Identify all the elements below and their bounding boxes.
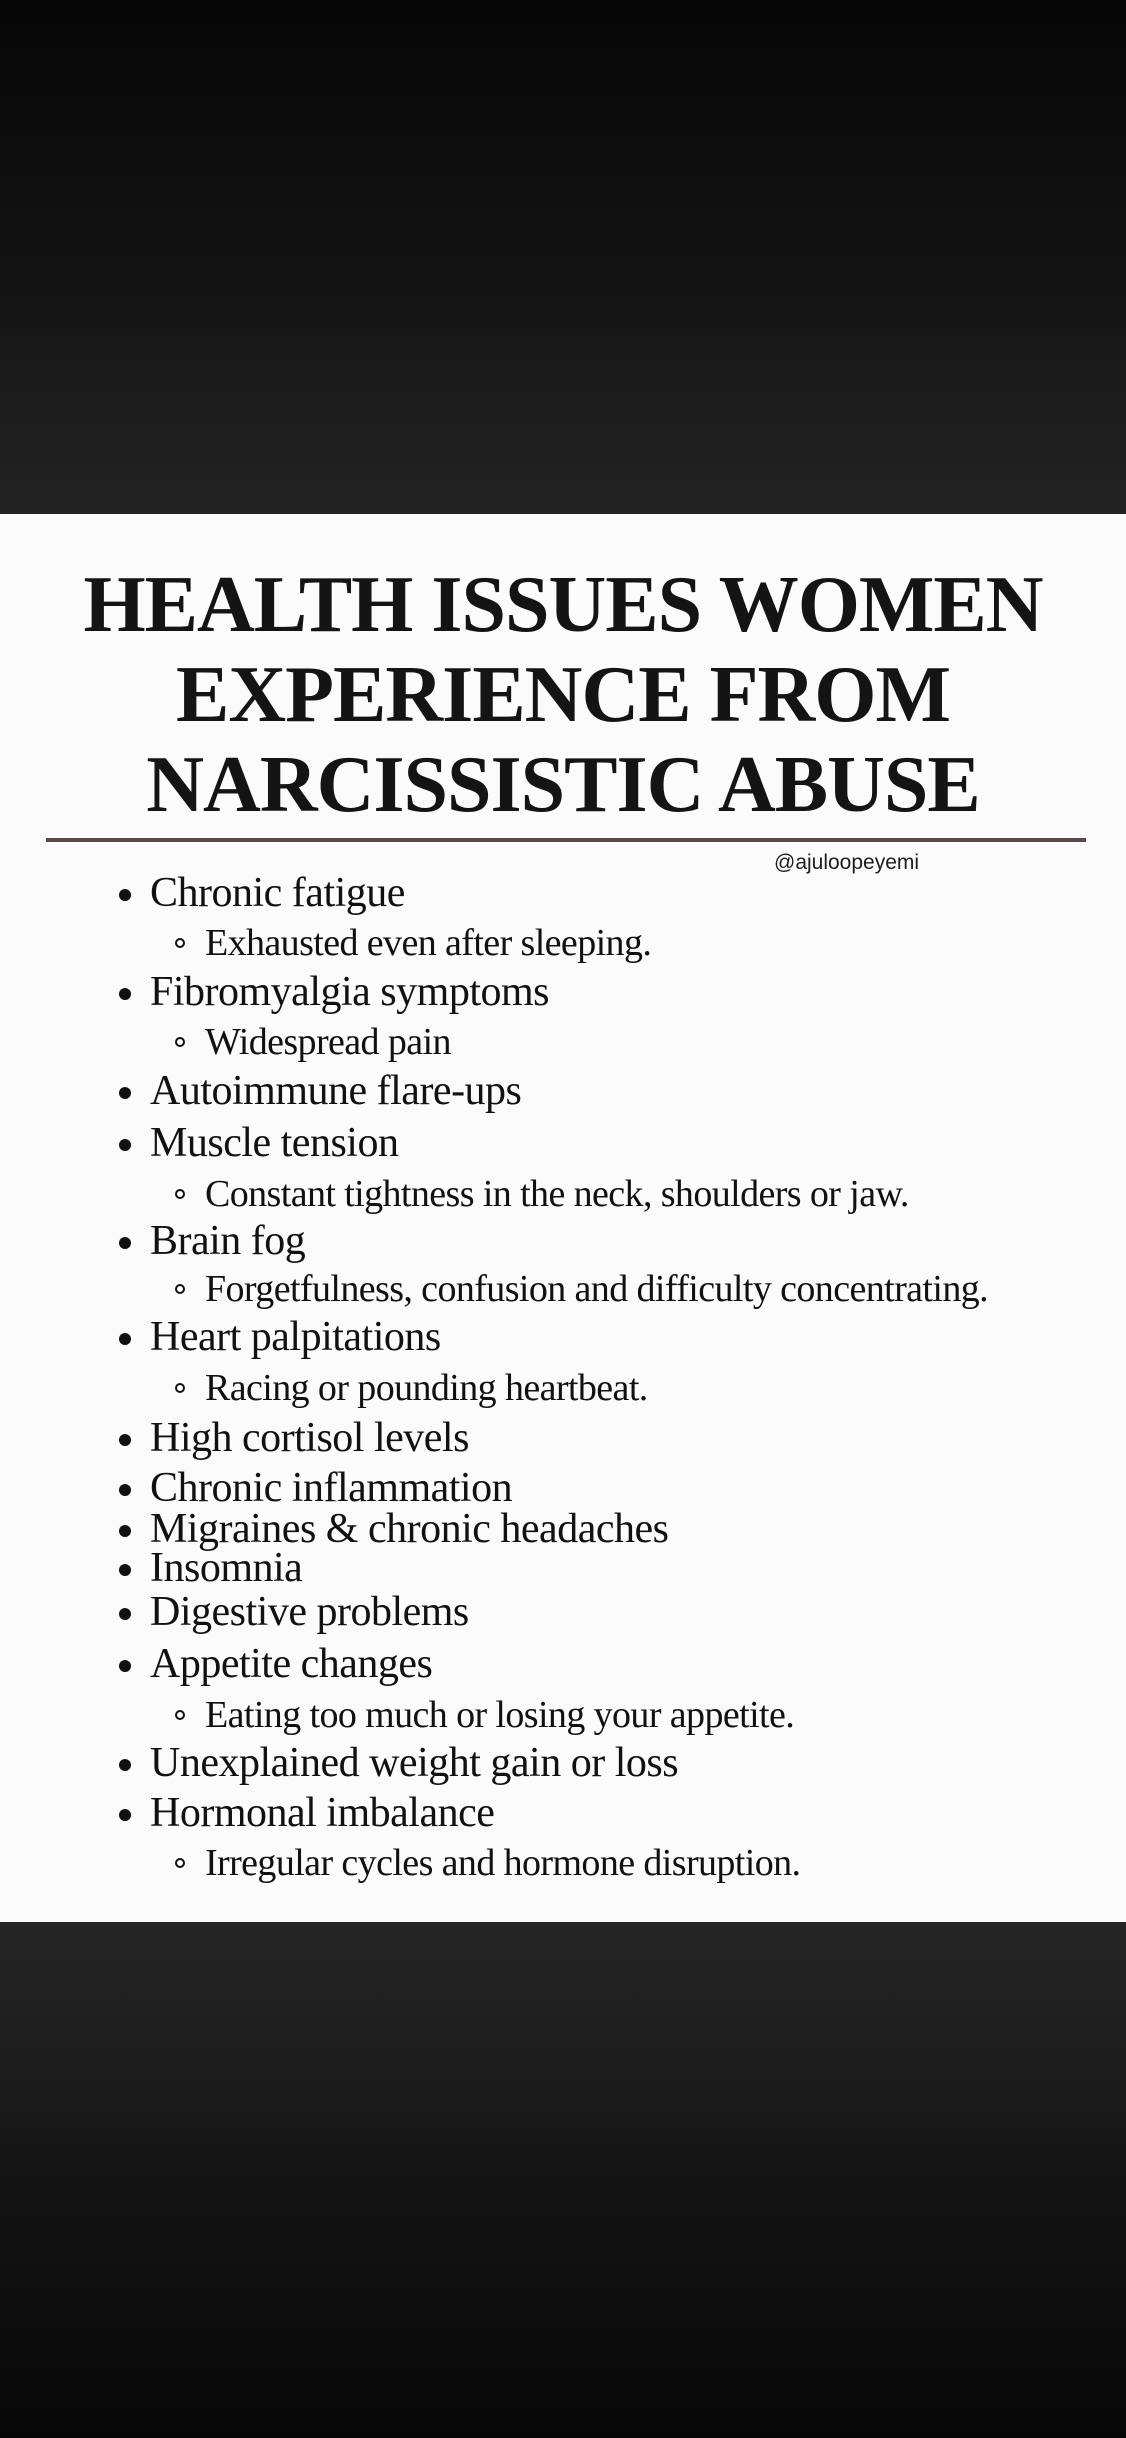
list-item: Heart palpitations — [150, 1314, 441, 1360]
list-item: Muscle tension — [150, 1120, 399, 1166]
bottom-background-band — [0, 1922, 1126, 2438]
list-item: Chronic inflammation — [150, 1465, 513, 1511]
list-item: Autoimmune flare-ups — [150, 1068, 522, 1114]
title-line: EXPERIENCE FROM — [176, 651, 950, 739]
list-item: Appetite changes — [150, 1641, 433, 1687]
list-item: High cortisol levels — [150, 1415, 469, 1461]
title-line: NARCISSISTIC ABUSE — [146, 741, 980, 829]
list-subitem: Forgetfulness, confusion and difficulty concentrating. — [205, 1268, 989, 1310]
list-item: Insomnia — [150, 1545, 303, 1591]
list-item: Hormonal imbalance — [150, 1790, 495, 1836]
list-subitem: Irregular cycles and hormone disruption. — [205, 1842, 801, 1884]
author-handle: @ajuloopeyemi — [774, 851, 920, 874]
list-item: Digestive problems — [150, 1589, 469, 1635]
list-item: Brain fog — [150, 1218, 306, 1264]
title-line: HEALTH ISSUES WOMEN — [83, 561, 1043, 649]
list-item: Fibromyalgia symptoms — [150, 969, 549, 1015]
list-subitem: Eating too much or losing your appetite. — [205, 1694, 795, 1736]
list-subitem: Widespread pain — [205, 1021, 451, 1063]
list-subitem: Exhausted even after sleeping. — [205, 922, 652, 964]
infographic-card — [0, 514, 1126, 1922]
list-item: Chronic fatigue — [150, 870, 405, 916]
list-subitem: Racing or pounding heartbeat. — [205, 1367, 648, 1409]
list-item: Migraines & chronic headaches — [150, 1506, 669, 1552]
list-item: Unexplained weight gain or loss — [150, 1740, 679, 1786]
symptom-list — [0, 514, 1126, 1922]
list-subitem: Constant tightness in the neck, shoulders or jaw. — [205, 1173, 909, 1215]
top-background-band — [0, 0, 1126, 514]
